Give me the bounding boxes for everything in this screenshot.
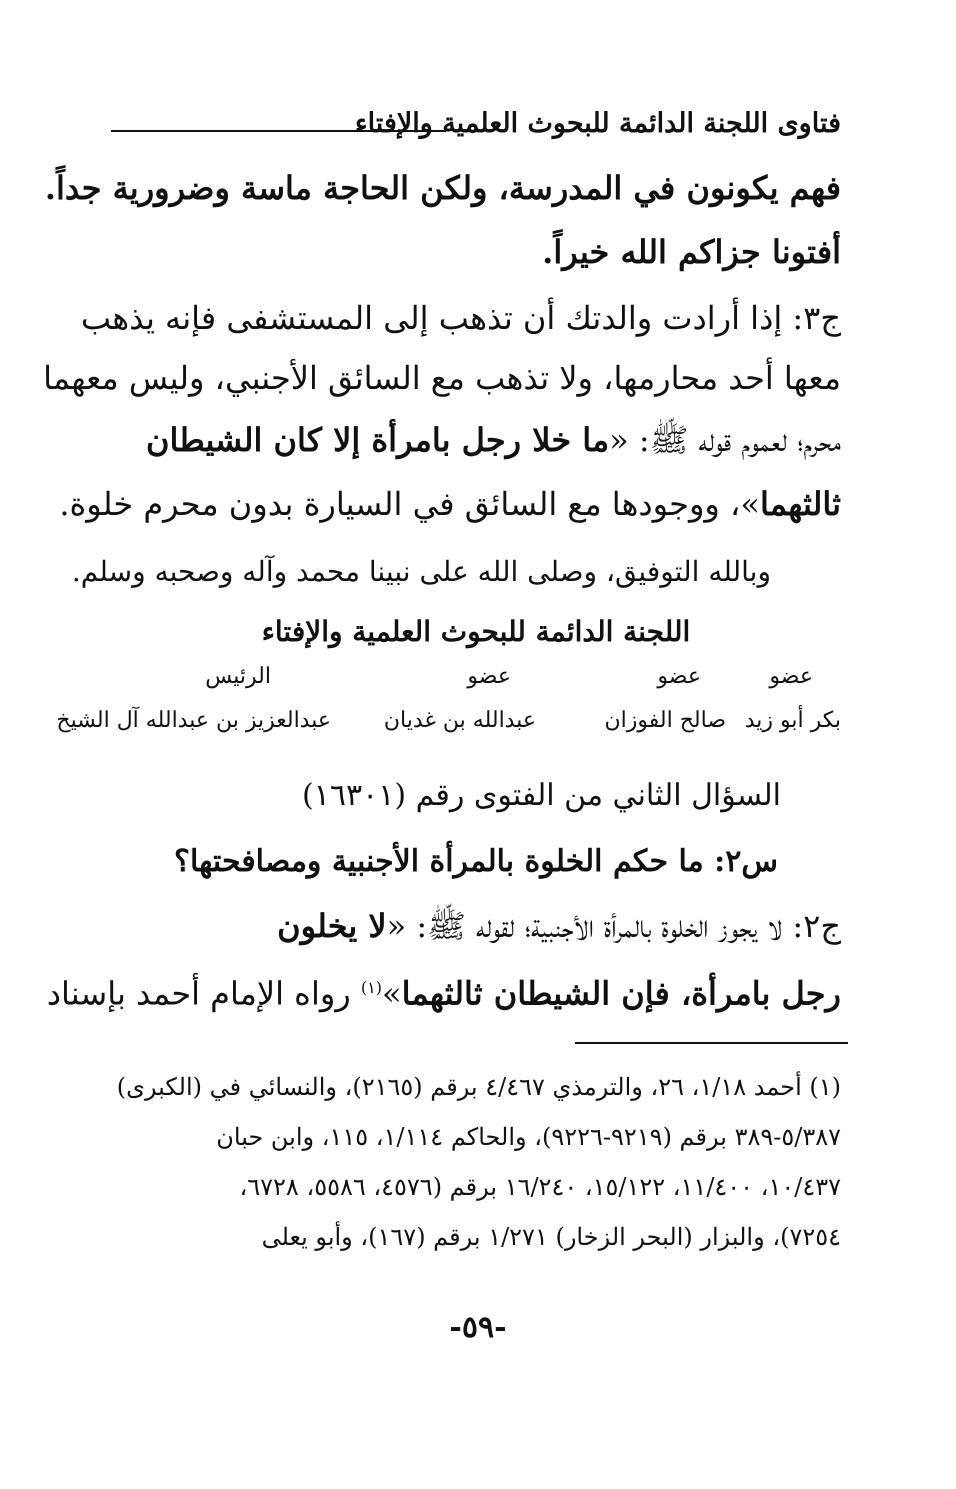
- hadith-quote-1-end: ثالثهما: [759, 485, 841, 523]
- footnote-line-4: ٧٢٥٤)، والبزار (البحر الزخار) ١/٢٧١ برقم (١٦٧)، وأبو يعلى: [261, 1223, 841, 1251]
- footnote-separator: [575, 1042, 848, 1044]
- running-header: [111, 108, 841, 148]
- footnote-ref[interactable]: (١): [360, 978, 382, 997]
- signature-title: الرئيس: [205, 664, 271, 689]
- body-line-4: معها أحد محارمها، ولا تذهب مع السائق الأجنبي، وليس معهما: [43, 359, 841, 397]
- signature-title: عضو: [467, 664, 511, 689]
- hadith-quote-1: ما خلا رجل بامرأة إلا كان الشيطان: [146, 421, 610, 459]
- answer-line-2: [46, 968, 841, 1014]
- signature-name: عبدالله بن غديان: [383, 708, 536, 733]
- footnote-line-1: (١) أحمد ١/١٨، ٢٦، والترمذي ٤/٤٦٧ برقم (٢١٦٥)، والنسائي في (الكبرى): [116, 1073, 841, 1101]
- signature-title: عضو: [769, 664, 813, 689]
- question-text: س٢: ما حكم الخلوة بالمرأة الأجنبية ومصافحتها؟: [174, 844, 778, 879]
- signature-name: صالح الفوزان: [604, 708, 726, 733]
- signature-titles: [111, 664, 841, 698]
- footnote-line-2: ٥/٣٨٧-٣٨٩ برقم (٩٢١٩-٩٢٢٦)، والحاكم ١/١١٤، ١١٥، وابن حبان: [216, 1123, 841, 1151]
- answer-line-1-text: ج٢: لا يجوز الخلوة بالمرأة الأجنبية؛ لقوله ﷺ: «: [386, 907, 841, 945]
- body-line-2: أفتونا جزاكم الله خيراً.: [542, 233, 841, 271]
- question-heading: السؤال الثاني من الفتوى رقم (١٦٣٠١): [302, 778, 781, 813]
- hadith-quote-2-end: رجل بامرأة، فإن الشيطان ثالثهما: [401, 974, 841, 1013]
- committee-name: اللجنة الدائمة للبحوث العلمية والإفتاء: [261, 615, 691, 648]
- body-line-6-text: »، ووجودها مع السائق في السيارة بدون محرم خلوة.: [59, 485, 760, 523]
- body-line-5: [111, 420, 841, 460]
- signature-names: [56, 708, 841, 742]
- quote-close: »: [382, 974, 402, 1013]
- body-line-1: فهم يكونون في المدرسة، ولكن الحاجة ماسة وضرورية جداً.: [44, 169, 841, 207]
- answer-line-2-text: رواه الإمام أحمد بإسناد: [46, 974, 361, 1013]
- signature-name: عبدالعزيز بن عبدالله آل الشيخ: [56, 708, 331, 733]
- body-line-6: [59, 484, 841, 524]
- footnote-line-3: ١٠/٤٣٧، ١١/٤٠٠، ١٥/١٢٢، ١٦/٢٤٠ برقم (٤٥٧٦، ٥٥٨٦، ٦٧٢٨،: [239, 1173, 841, 1201]
- body-line-5-text: محرم؛ لعموم قوله ﷺ: «: [609, 421, 841, 459]
- answer-line-1: [111, 906, 841, 946]
- closing-line: وبالله التوفيق، وصلى الله على نبينا محمد وآله وصحبه وسلم.: [71, 555, 771, 588]
- signature-name: بكر أبو زيد: [744, 708, 841, 733]
- body-line-3: ج٣: إذا أرادت والدتك أن تذهب إلى المستشفى فإنه يذهب: [80, 299, 841, 337]
- header-rule: [111, 130, 446, 132]
- page-number: -٥٩-: [449, 1310, 507, 1345]
- signature-title: عضو: [657, 664, 701, 689]
- header-title: فتاوى اللجنة الدائمة للبحوث العلمية والإفتاء: [354, 108, 841, 139]
- hadith-quote-2: لا يخلون: [277, 907, 387, 945]
